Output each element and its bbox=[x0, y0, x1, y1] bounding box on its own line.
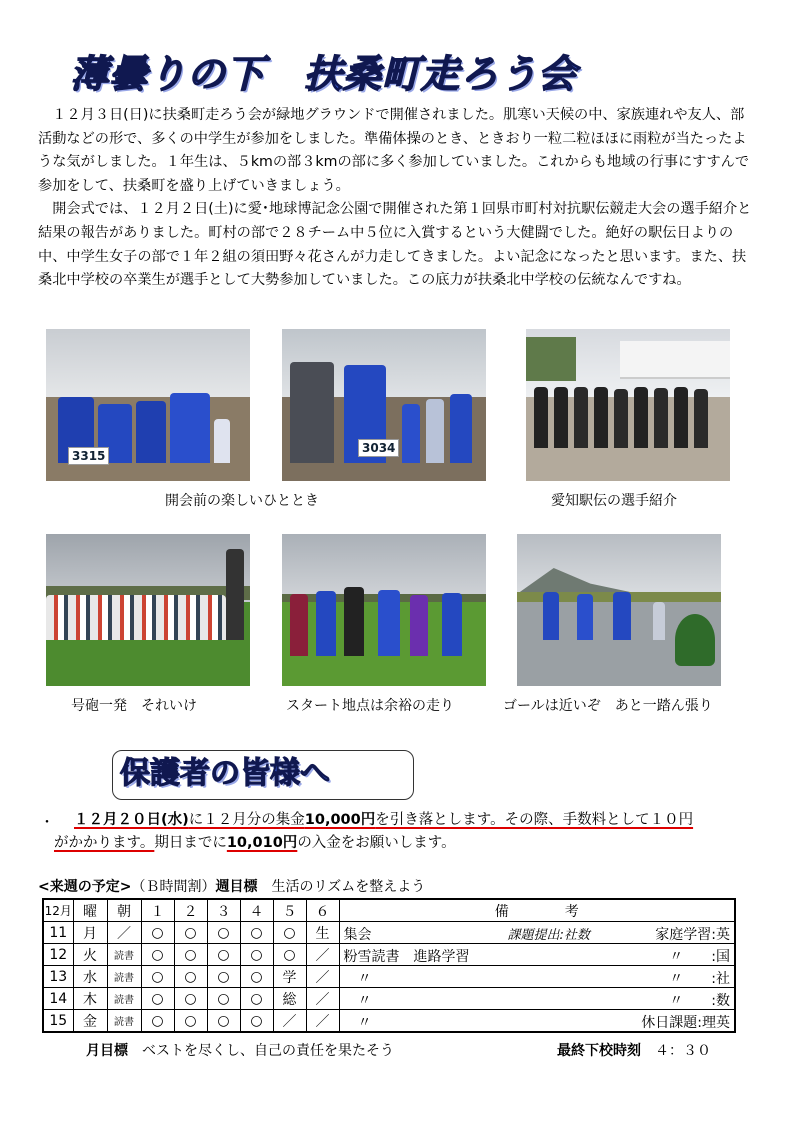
payment-amount: 10,010円 bbox=[226, 835, 298, 851]
photo-start-point bbox=[282, 534, 486, 686]
table-row: 12 火 読書 ○ ○ ○ ○ ○ ／ 粉雪読書 進路学習 〃 :国 bbox=[43, 944, 735, 966]
table-row: 13 水 読書 ○ ○ ○ ○ 学 ／ 〃 〃 :社 bbox=[43, 966, 735, 988]
schedule-heading: <来週の予定>（Ｂ時間割）週目標 生活のリズムを整えよう bbox=[38, 879, 426, 895]
article-body bbox=[38, 104, 754, 293]
caption-start-gun: 号砲一発 それいけ bbox=[71, 698, 197, 714]
bib-number-2: 3034 bbox=[358, 439, 399, 457]
weekly-schedule-table bbox=[42, 898, 736, 1033]
page-title: 薄曇りの下 扶桑町走ろう会 bbox=[70, 52, 578, 96]
collection-date: １２月２０日(水) bbox=[74, 812, 189, 828]
photo-girls-before-opening bbox=[46, 329, 250, 481]
notice-line-1: １２月２０日(水)に１２月分の集金10,000円を引き落とします。その際、手数料として１０円 bbox=[74, 812, 694, 828]
photo-start-gun bbox=[46, 534, 250, 686]
photo-boys-before-opening bbox=[282, 329, 486, 481]
bib-number: 3315 bbox=[68, 447, 109, 465]
caption-before-opening: 開会前の楽しいひととき bbox=[165, 493, 319, 509]
table-header-row: 12月 曜 朝 １ ２ ３ ４ ５ ６ 備 考 bbox=[43, 899, 735, 922]
table-row: 14 木 読書 ○ ○ ○ ○ 総 ／ 〃 〃 :数 bbox=[43, 988, 735, 1010]
monthly-goal: 月目標 ベストを尽くし、自己の責任を果たそう bbox=[86, 1043, 394, 1059]
notice-heading: 保護者の皆様へ bbox=[120, 756, 330, 791]
photo-near-goal bbox=[517, 534, 721, 686]
table-row: 15 金 読書 ○ ○ ○ ○ ／ ／ 〃 休日課題:理英 bbox=[43, 1010, 735, 1033]
dismissal-time: 最終下校時刻 ４：３０ bbox=[557, 1043, 711, 1059]
paragraph-2: 開会式では、１２月２日(土)に愛･地球博記念公園で開催された第１回県市町村対抗駅伝競走大会の選手紹介と結果の報告がありました。町村の部で２８チーム中５位に入賞するという大健闘でした。絶好の駅伝日よりの中、中学生女子の部で１年２組の須田野々花さんが力走してきました。よい記念になったと思います。また、扶桑北中学校の卒業生が選手として大勢参加していました。この底力が扶桑北中学校の伝統なんですね。 bbox=[38, 201, 752, 289]
caption-start-point: スタート地点は余裕の走り bbox=[286, 698, 454, 714]
caption-near-goal: ゴールは近いぞ あと一踏ん張り bbox=[503, 698, 713, 714]
notice-bullet: ・ bbox=[40, 815, 54, 831]
paragraph-1: １２月３日(日)に扶桑町走ろう会が緑地グラウンドで開催されました。肌寒い天候の中、家族連れや友人、部活動などの形で、多くの中学生が参加をしました。準備体操のとき、ときおり一粒二粒ほほに雨粒が当たったような気がしました。１年生は、５kmの部３kmの部に多く参加していました。これからも地域の行事にすすんで参加をして、扶桑町を盛り上げていきましょう。 bbox=[38, 107, 750, 194]
collection-amount: 10,000円 bbox=[304, 812, 376, 828]
notice-line-2: がかかります。期日までに10,010円の入金をお願いします。 bbox=[54, 835, 456, 851]
photo-ekiden-introduction bbox=[526, 329, 730, 481]
table-row: 11 月 ／ ○ ○ ○ ○ ○ 生 集会 課題提出:社数 家庭学習:英 bbox=[43, 922, 735, 944]
caption-ekiden-introduction: 愛知駅伝の選手紹介 bbox=[551, 493, 677, 509]
